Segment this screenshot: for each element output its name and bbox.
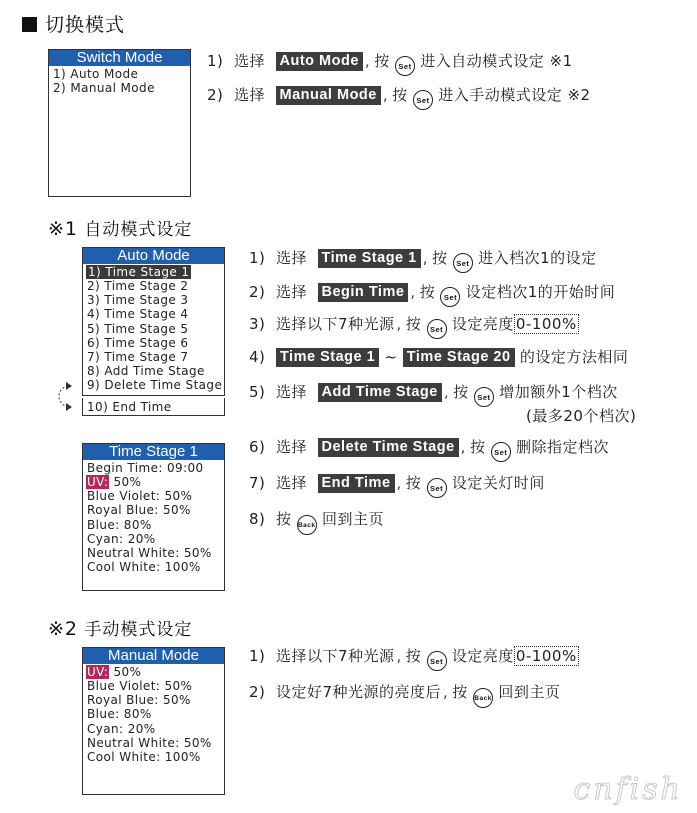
uv-line: UV: 50% xyxy=(87,665,142,679)
light-line: Cool White: 100% xyxy=(87,560,201,574)
manual-mode-screen xyxy=(82,647,225,795)
back-button-icon: Back xyxy=(473,688,493,708)
auto-end-time-row xyxy=(82,398,225,416)
square-bullet-icon xyxy=(22,17,37,32)
manual-mode-tag: Manual Mode xyxy=(276,86,381,105)
light-line: Neutral White: 50% xyxy=(87,736,212,750)
auto-item-selected: 1) Time Stage 1 xyxy=(88,265,190,279)
light-line: Blue Violet: 50% xyxy=(87,489,193,503)
watermark-logo: cnfish xyxy=(573,772,683,807)
set-button-icon: Set xyxy=(427,478,447,498)
set-button-icon: Set xyxy=(395,56,415,76)
uv-line: UV: 50% xyxy=(87,475,142,489)
manual-step-2: 2) 设定好7种光源的亮度后 , 按 Back 回到主页 xyxy=(249,681,560,708)
time-stage-1-tag: Time Stage 1 xyxy=(276,348,379,367)
set-button-icon: Set xyxy=(474,387,494,407)
light-line: Cyan: 20% xyxy=(87,722,156,736)
light-line: Royal Blue: 50% xyxy=(87,503,191,517)
set-button-icon: Set xyxy=(413,90,433,110)
auto-mode-screen xyxy=(82,247,225,396)
light-line: Blue Violet: 50% xyxy=(87,679,193,693)
time-stage-1-tag: Time Stage 1 xyxy=(318,249,421,268)
auto-step-8: 8) 按 Back 回到主页 xyxy=(249,508,384,535)
main-heading-text: 切换模式 xyxy=(45,14,126,36)
auto-step-1: 1) 选择 Time Stage 1 , 按 Set 进入档次1的设定 xyxy=(249,247,597,273)
auto-item: 3) Time Stage 3 xyxy=(87,293,189,307)
brightness-range: 0-100% xyxy=(515,647,577,665)
manual-step-1: 1) 选择以下7种光源 , 按 Set 设定亮度 0-100% xyxy=(249,645,579,671)
add-time-stage-tag: Add Time Stage xyxy=(318,383,442,402)
switch-item-manual: 2) Manual Mode xyxy=(53,81,155,95)
auto-step-2: 2) 选择 Begin Time , 按 Set 设定档次1的开始时间 xyxy=(249,281,615,307)
auto-item: 7) Time Stage 7 xyxy=(87,350,189,364)
auto-item: 6) Time Stage 6 xyxy=(87,336,189,350)
switch-step-2: 2) 选择 Manual Mode , 按 Set 进入手动模式设定 ※2 xyxy=(207,84,591,110)
delete-time-stage-tag: Delete Time Stage xyxy=(318,438,459,457)
auto-item: 4) Time Stage 4 xyxy=(87,307,189,321)
set-button-icon: Set xyxy=(491,442,511,462)
light-line: Cool White: 100% xyxy=(87,750,201,764)
light-line: Neutral White: 50% xyxy=(87,546,212,560)
auto-step-5-note: (最多20个档次) xyxy=(526,407,637,425)
auto-item: 9) Delete Time Stage xyxy=(87,378,223,392)
auto-step-4: 4) Time Stage 1 ~ Time Stage 20 的设定方法相同 xyxy=(249,348,629,366)
switch-step-1: 1) 选择 Auto Mode , 按 Set 进入自动模式设定 ※1 xyxy=(207,50,573,76)
time-stage-20-tag: Time Stage 20 xyxy=(403,348,515,367)
auto-step-3: 3) 选择以下7种光源 , 按 Set 设定亮度 0-100% xyxy=(249,313,579,339)
begin-time-line: Begin Time: 09:00 xyxy=(87,461,204,475)
time-stage-screen xyxy=(82,443,225,591)
back-button-icon: Back xyxy=(297,515,317,535)
set-button-icon: Set xyxy=(427,319,447,339)
auto-item: 5) Time Stage 5 xyxy=(87,322,189,336)
auto-mode-heading: ※1 自动模式设定 xyxy=(48,218,193,240)
switch-mode-title: Switch Mode xyxy=(49,50,190,66)
auto-item-end-time: 10) End Time xyxy=(87,400,172,414)
light-line: Blue: 80% xyxy=(87,707,152,721)
set-button-icon: Set xyxy=(453,253,473,273)
set-button-icon: Set xyxy=(440,287,460,307)
brightness-range: 0-100% xyxy=(515,315,577,333)
light-line: Blue: 80% xyxy=(87,518,152,532)
light-line: Royal Blue: 50% xyxy=(87,693,191,707)
auto-step-7: 7) 选择 End Time , 按 Set 设定关灯时间 xyxy=(249,472,545,498)
manual-mode-title: Manual Mode xyxy=(83,648,224,664)
auto-mode-title: Auto Mode xyxy=(83,248,224,264)
auto-step-5: 5) 选择 Add Time Stage , 按 Set 增加额外1个档次 xyxy=(249,381,618,407)
switch-mode-screen xyxy=(48,49,191,197)
auto-mode-tag: Auto Mode xyxy=(276,52,363,71)
end-time-tag: End Time xyxy=(318,474,395,493)
switch-item-auto: 1) Auto Mode xyxy=(53,67,139,81)
manual-mode-heading: ※2 手动模式设定 xyxy=(48,618,193,640)
light-line: Cyan: 20% xyxy=(87,532,156,546)
auto-item: 2) Time Stage 2 xyxy=(87,279,189,293)
main-heading xyxy=(22,10,125,37)
begin-time-tag: Begin Time xyxy=(318,283,409,302)
time-stage-title: Time Stage 1 xyxy=(83,444,224,460)
set-button-icon: Set xyxy=(427,651,447,671)
auto-item: 8) Add Time Stage xyxy=(87,364,205,378)
auto-step-6: 6) 选择 Delete Time Stage , 按 Set 删除指定档次 xyxy=(249,436,609,462)
scroll-loop-arrow-icon xyxy=(52,378,78,414)
